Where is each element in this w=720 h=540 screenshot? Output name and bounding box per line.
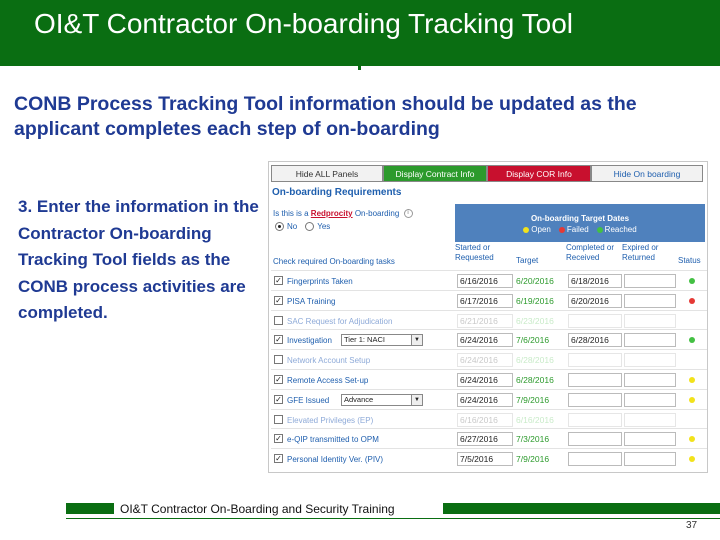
legend-reached-dot <box>597 227 603 233</box>
redprocity-prefix: Is this is a <box>273 209 311 218</box>
started-date-field[interactable]: 6/24/2016 <box>457 393 513 407</box>
started-date-field[interactable]: 6/17/2016 <box>457 294 513 308</box>
task-label: Network Account Setup <box>287 356 371 366</box>
col-status: Status <box>678 256 701 265</box>
page-number: 37 <box>686 520 698 531</box>
task-label: Remote Access Set-up <box>287 376 369 385</box>
status-dot <box>689 377 695 383</box>
task-select-value: Tier 1: NACI <box>344 335 385 345</box>
expired-date-field[interactable] <box>624 314 676 328</box>
radio-no-option[interactable] <box>275 222 297 231</box>
task-checkbox[interactable] <box>274 415 283 424</box>
completed-date-field[interactable] <box>568 353 622 367</box>
status-dot <box>689 456 695 462</box>
panel-button-row <box>271 165 703 182</box>
task-checkbox[interactable]: ✓ <box>275 434 282 444</box>
status-dot <box>689 298 695 304</box>
task-select[interactable] <box>341 394 423 406</box>
legend-open-dot <box>523 227 529 233</box>
expired-date-field[interactable] <box>624 373 676 387</box>
table-row <box>271 389 707 409</box>
started-date-field[interactable]: 6/16/2016 <box>457 413 513 427</box>
completed-date-field[interactable] <box>568 393 622 407</box>
expired-date-field[interactable] <box>624 452 676 466</box>
title-banner <box>0 0 720 66</box>
completed-date-field[interactable] <box>568 452 622 466</box>
chevron-down-icon: ▼ <box>411 395 422 405</box>
info-icon[interactable]: i <box>404 209 413 218</box>
expired-date-field[interactable] <box>624 413 676 427</box>
completed-date-field[interactable] <box>568 413 622 427</box>
footer-line <box>66 518 720 519</box>
status-legend <box>455 225 705 234</box>
started-date-field[interactable]: 6/27/2016 <box>457 432 513 446</box>
task-checkbox[interactable] <box>274 355 283 364</box>
target-date: 6/19/2016 <box>516 295 554 306</box>
completed-date-field[interactable] <box>568 373 622 387</box>
title-tick <box>358 60 361 70</box>
task-checkbox[interactable]: ✓ <box>275 454 282 464</box>
table-row <box>271 428 707 448</box>
completed-date-field[interactable] <box>568 314 622 328</box>
task-label: Personal Identity Ver. (PIV) <box>287 455 384 465</box>
target-date: 6/28/2016 <box>516 355 554 366</box>
target-date: 7/9/2016 <box>516 454 550 465</box>
requirements-title: On-boarding Requirements <box>272 187 402 198</box>
chevron-down-icon: ▼ <box>411 335 422 345</box>
table-row <box>271 310 707 330</box>
target-date: 6/28/2016 <box>516 375 554 385</box>
status-dot <box>689 278 695 284</box>
target-dates-title: On-boarding Target Dates <box>530 214 630 223</box>
legend-failed-label: Failed <box>566 225 589 234</box>
task-label: PISA Training <box>287 296 336 306</box>
col-expired: Expired or Returned <box>622 243 659 262</box>
table-row <box>271 369 707 389</box>
target-date: 7/6/2016 <box>516 335 550 346</box>
radio-no[interactable] <box>275 222 284 231</box>
started-date-field[interactable]: 6/24/2016 <box>457 373 513 387</box>
table-row <box>271 290 707 310</box>
tasks-header: Check required On-boarding tasks <box>273 257 395 266</box>
legend-failed <box>559 225 589 234</box>
started-date-field[interactable]: 7/5/2016 <box>457 452 513 466</box>
task-checkbox[interactable]: ✓ <box>275 276 282 285</box>
task-checkbox[interactable]: ✓ <box>275 394 282 404</box>
task-label: Fingerprints Taken <box>287 277 353 286</box>
target-date: 6/23/2016 <box>516 315 554 326</box>
legend-reached-label: Reached <box>604 225 637 234</box>
expired-date-field[interactable] <box>624 333 676 347</box>
legend-reached <box>597 225 637 234</box>
started-date-field[interactable]: 6/24/2016 <box>457 333 513 347</box>
task-label: SAC Request for Adjudication <box>287 316 393 326</box>
table-row <box>271 448 707 468</box>
tracking-tool-panel <box>268 161 708 473</box>
started-date-field[interactable]: 6/21/2016 <box>457 314 513 328</box>
target-date: 7/3/2016 <box>516 434 550 445</box>
radio-yes-label: Yes <box>317 222 331 231</box>
completed-date-field[interactable]: 6/18/2016 <box>568 274 622 288</box>
legend-open-label: Open <box>531 225 551 234</box>
col-started: Started or Requested <box>455 243 494 262</box>
task-select-value: Advance <box>344 394 374 404</box>
hide-onboarding-button[interactable]: Hide On boarding <box>591 165 703 182</box>
radio-yes-option[interactable] <box>305 222 330 231</box>
expired-date-field[interactable] <box>624 393 676 407</box>
target-date: 6/20/2016 <box>516 276 554 286</box>
footer-bar-right <box>443 503 720 514</box>
status-dot <box>689 397 695 403</box>
legend-failed-dot <box>559 227 565 233</box>
slide-title: OI&T Contractor On-boarding Tracking Tool <box>34 8 573 39</box>
display-cor-info-button[interactable]: Display COR Info <box>487 165 591 182</box>
col-completed: Completed or Received <box>566 243 615 262</box>
task-select[interactable] <box>341 334 423 346</box>
expired-date-field[interactable] <box>624 294 676 308</box>
footer-bar-left <box>66 503 114 514</box>
radio-yes[interactable] <box>305 222 314 231</box>
radio-no-label: No <box>287 222 298 231</box>
status-dot <box>689 337 695 343</box>
task-label: GFE Issued <box>287 395 330 405</box>
hide-all-panels-button[interactable]: Hide ALL Panels <box>271 165 383 182</box>
redprocity-question <box>273 209 413 218</box>
status-dot <box>689 436 695 442</box>
expired-date-field[interactable] <box>624 274 676 288</box>
step-instruction: 3. Enter the information in the Contractor On-boarding Tracking Tool fields as the CONB process activities are completed. <box>18 197 259 322</box>
expired-date-field[interactable] <box>624 353 676 367</box>
redprocity-radios <box>275 222 330 231</box>
target-date: 7/9/2016 <box>516 394 550 405</box>
display-contract-info-button[interactable]: Display Contract Info <box>383 165 487 182</box>
table-row <box>271 329 707 349</box>
table-row <box>271 349 707 369</box>
started-date-field[interactable]: 6/24/2016 <box>457 353 513 367</box>
task-checkbox[interactable]: ✓ <box>275 375 282 384</box>
task-label: e-QIP transmitted to OPM <box>287 435 379 445</box>
target-date: 6/16/2016 <box>516 414 554 425</box>
started-date-field[interactable]: 6/16/2016 <box>457 274 513 288</box>
completed-date-field[interactable] <box>568 432 622 446</box>
legend-open <box>523 225 551 234</box>
completed-date-field[interactable]: 6/20/2016 <box>568 294 622 308</box>
task-label: Investigation <box>287 336 332 346</box>
col-target: Target <box>516 256 539 265</box>
footer-text: OI&T Contractor On-Boarding and Security Training <box>120 502 395 516</box>
table-row <box>271 270 707 290</box>
redprocity-link[interactable]: Redprocity <box>310 209 353 218</box>
redprocity-suffix: On-boarding <box>352 209 400 218</box>
task-checkbox[interactable]: ✓ <box>275 295 282 305</box>
expired-date-field[interactable] <box>624 432 676 446</box>
task-label: Elevated Privileges (EP) <box>287 415 374 425</box>
slide-subtitle: CONB Process Tracking Tool information should be updated as the applicant completes each step of on-boarding <box>14 93 637 140</box>
completed-date-field[interactable]: 6/28/2016 <box>568 333 622 347</box>
target-dates-header <box>455 204 705 242</box>
table-row <box>271 409 707 429</box>
task-checkbox[interactable]: ✓ <box>275 335 282 345</box>
task-checkbox[interactable] <box>274 316 283 325</box>
